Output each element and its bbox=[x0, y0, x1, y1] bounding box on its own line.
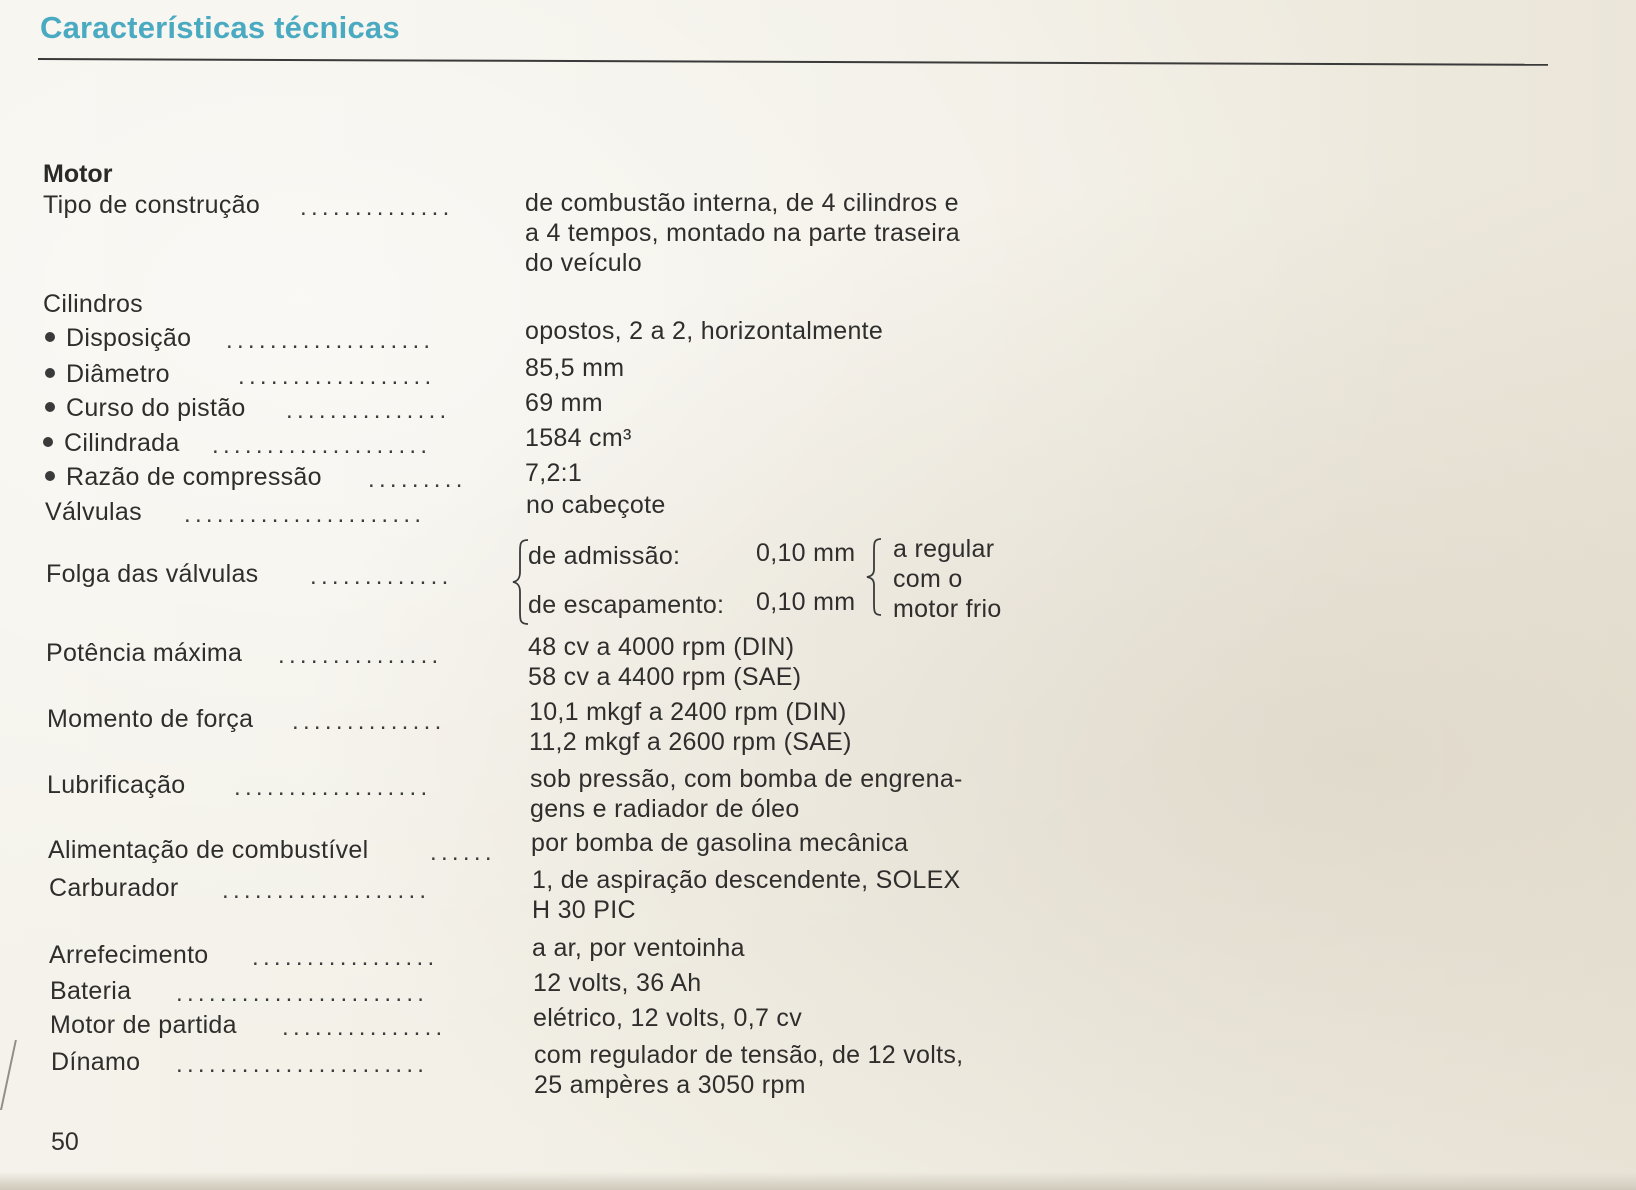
page-crease bbox=[0, 1040, 39, 1110]
spec-value-momento bbox=[529, 697, 852, 757]
spec-label-tipo: Tipo de construção bbox=[43, 191, 261, 219]
spec-label-valvulas: Válvulas bbox=[45, 498, 142, 526]
page-title: Características técnicas bbox=[40, 10, 400, 45]
dot-leader: .................. bbox=[234, 774, 432, 801]
dot-leader: .................... bbox=[212, 432, 432, 459]
dot-leader: ....................... bbox=[176, 980, 429, 1007]
spec-value-momento-line-1: 10,1 mkgf a 2400 rpm (DIN) bbox=[529, 698, 847, 726]
spec-label-cilindros: Cilindros bbox=[43, 290, 143, 318]
dot-leader: ......... bbox=[368, 466, 467, 493]
spec-value-dinamo-line-2: 25 ampères a 3050 rpm bbox=[534, 1071, 806, 1099]
spec-label-momento: Momento de força bbox=[47, 705, 254, 733]
spec-value-alimentacao: por bomba de gasolina mecânica bbox=[531, 829, 909, 857]
spec-value-dinamo-line-1: com regulador de tensão, de 12 volts, bbox=[534, 1041, 964, 1069]
bullet-icon bbox=[45, 402, 55, 412]
spec-label-lubrificacao: Lubrificação bbox=[47, 771, 186, 799]
dot-leader: ................. bbox=[252, 944, 439, 971]
spec-label-alimentacao: Alimentação de combustível bbox=[48, 836, 369, 864]
dot-leader: ............. bbox=[310, 563, 453, 590]
folga-note bbox=[893, 534, 1002, 624]
spec-value-razao: 7,2:1 bbox=[525, 459, 583, 487]
header-divider bbox=[38, 58, 1548, 66]
spec-value-tipo bbox=[525, 188, 960, 278]
section-title-motor: Motor bbox=[43, 160, 113, 188]
dot-leader: ............... bbox=[278, 642, 443, 669]
folga-escapamento-value: 0,10 mm bbox=[756, 588, 856, 616]
page-bottom-edge bbox=[0, 1172, 1636, 1190]
spec-label-bateria: Bateria bbox=[50, 977, 132, 1005]
spec-label-dinamo: Dínamo bbox=[51, 1048, 141, 1076]
spec-label-arrefecimento: Arrefecimento bbox=[49, 941, 209, 969]
spec-label-diametro: Diâmetro bbox=[45, 359, 170, 389]
spec-value-carburador bbox=[532, 865, 961, 925]
dot-leader: ....................... bbox=[176, 1051, 429, 1078]
spec-label-curso: Curso do pistão bbox=[45, 393, 246, 423]
spec-value-potencia-line-1: 48 cv a 4000 rpm (DIN) bbox=[528, 633, 795, 661]
spec-value-arrefecimento: a ar, por ventoinha bbox=[532, 934, 745, 962]
spec-value-cilindrada: 1584 cm³ bbox=[525, 424, 632, 452]
folga-admissao-value: 0,10 mm bbox=[756, 539, 856, 567]
folga-note-line-1: a regular bbox=[893, 535, 995, 563]
page-number: 50 bbox=[51, 1128, 79, 1156]
dot-leader: .............. bbox=[300, 194, 454, 221]
spec-label-potencia: Potência máxima bbox=[46, 639, 243, 667]
spec-value-lubrificacao bbox=[530, 764, 963, 824]
bullet-icon bbox=[45, 368, 55, 378]
spec-label-cilindrada: Cilindrada bbox=[43, 428, 180, 458]
bullet-icon bbox=[45, 471, 55, 481]
spec-value-carburador-line-1: 1, de aspiração descendente, SOLEX bbox=[532, 866, 961, 894]
right-brace-icon bbox=[864, 537, 884, 617]
spec-value-diametro: 85,5 mm bbox=[525, 354, 625, 382]
spec-label-folga: Folga das válvulas bbox=[46, 560, 259, 588]
dot-leader: .................. bbox=[238, 363, 436, 390]
folga-note-line-3: motor frio bbox=[893, 595, 1002, 623]
spec-value-lubrificacao-line-1: sob pressão, com bomba de engrena- bbox=[530, 765, 963, 793]
bullet-icon bbox=[43, 437, 53, 447]
bullet-icon bbox=[45, 332, 55, 342]
dot-leader: ................... bbox=[226, 327, 435, 354]
folga-escapamento-label: de escapamento: bbox=[528, 591, 725, 619]
spec-value-disposicao: opostos, 2 a 2, horizontalmente bbox=[525, 317, 884, 345]
dot-leader: .............. bbox=[292, 708, 446, 735]
spec-value-potencia-line-2: 58 cv a 4400 rpm (SAE) bbox=[528, 663, 802, 691]
spec-label-motor-partida: Motor de partida bbox=[50, 1011, 237, 1039]
spec-value-curso: 69 mm bbox=[525, 389, 603, 417]
spec-value-potencia bbox=[528, 632, 801, 692]
dot-leader: ............... bbox=[282, 1014, 447, 1041]
spec-value-dinamo bbox=[534, 1040, 963, 1100]
spec-label-razao: Razão de compressão bbox=[45, 462, 322, 492]
spec-value-tipo-line-3: do veículo bbox=[525, 249, 642, 277]
spec-value-bateria: 12 volts, 36 Ah bbox=[533, 969, 702, 997]
spec-value-motor-partida: elétrico, 12 volts, 0,7 cv bbox=[533, 1004, 803, 1032]
folga-admissao-label: de admissão: bbox=[528, 542, 681, 570]
folga-note-line-2: com o bbox=[893, 565, 963, 593]
dot-leader: ...... bbox=[430, 839, 496, 866]
dot-leader: ............... bbox=[286, 397, 451, 424]
spec-label-carburador: Carburador bbox=[49, 874, 179, 902]
spec-value-tipo-line-2: a 4 tempos, montado na parte traseira bbox=[525, 219, 960, 247]
spec-value-tipo-line-1: de combustão interna, de 4 cilindros e bbox=[525, 189, 959, 217]
dot-leader: ...................... bbox=[184, 501, 426, 528]
spec-value-carburador-line-2: H 30 PIC bbox=[532, 896, 636, 924]
spec-value-lubrificacao-line-2: gens e radiador de óleo bbox=[530, 795, 800, 823]
spec-value-valvulas: no cabeçote bbox=[526, 491, 666, 519]
spec-label-disposicao: Disposição bbox=[45, 323, 191, 353]
dot-leader: ................... bbox=[222, 877, 431, 904]
spec-value-momento-line-2: 11,2 mkgf a 2600 rpm (SAE) bbox=[529, 728, 852, 756]
